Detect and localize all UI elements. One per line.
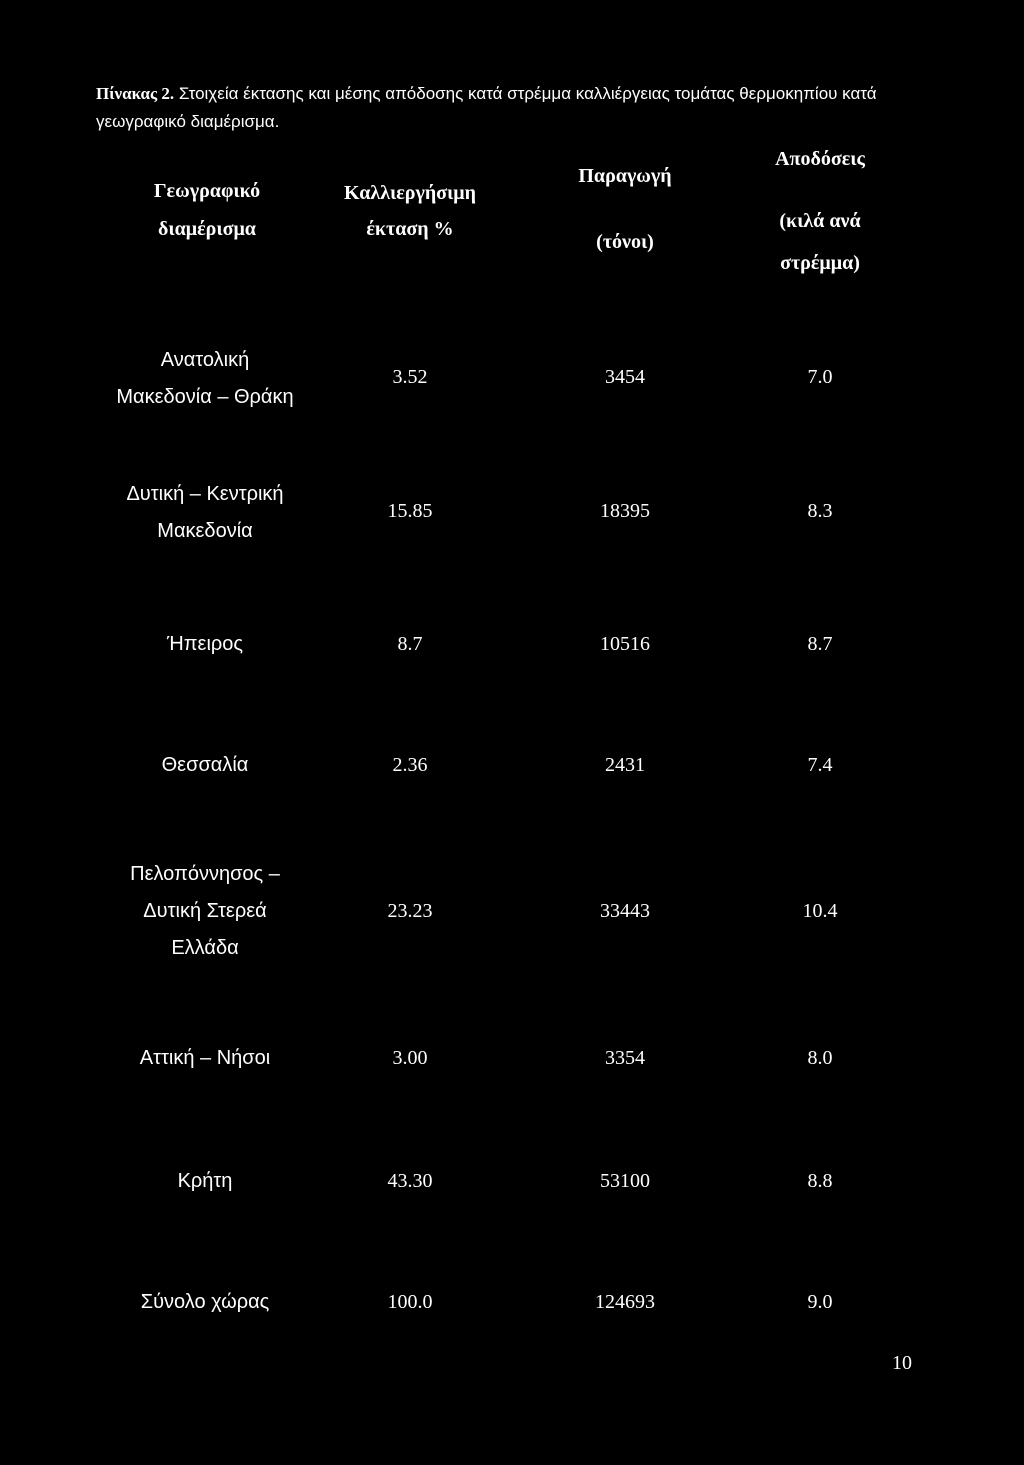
header-region-line: Γεωγραφικό — [153, 180, 261, 202]
table-caption — [96, 80, 926, 136]
table-row — [0, 856, 1024, 971]
cell-region — [95, 1040, 315, 1077]
cell-region-line: Μακεδονία – Θράκη — [116, 386, 294, 408]
cell-region-line: Μακεδονία — [157, 520, 253, 542]
table-row — [0, 1163, 1024, 1203]
cell-production: 2431 — [605, 754, 645, 776]
cell-production: 3354 — [605, 1047, 645, 1069]
cell-region-line: Σύνολο χώρας — [140, 1291, 270, 1313]
cell-region-line: Ελλάδα — [171, 937, 239, 959]
header-yield-line: στρέμμα) — [780, 252, 860, 274]
cell-region-line: Θεσσαλία — [161, 754, 249, 776]
cell-region-line: Πελοπόννησος – — [130, 863, 280, 885]
cell-production: 124693 — [595, 1291, 655, 1313]
cell-yield: 8.0 — [807, 1047, 833, 1069]
header-region-line: διαμέρισμα — [158, 218, 256, 240]
cell-region-line: Ήπειρος — [166, 633, 244, 655]
header-area-line: Καλλιεργήσιμη — [344, 182, 476, 204]
cell-area: 43.30 — [387, 1170, 433, 1192]
table-row — [0, 1040, 1024, 1080]
cell-region — [95, 476, 315, 550]
table-row — [0, 342, 1024, 422]
cell-region — [95, 856, 315, 967]
cell-production: 18395 — [600, 500, 650, 522]
header-yield-line: Αποδόσεις — [775, 148, 865, 170]
table-caption-text: Στοιχεία έκτασης και μέσης απόδοσης κατά στρέμμα καλλιέργειας τομάτας θερμοκηπίου κατά γεωγραφικό διαμέρισμα. — [96, 84, 877, 131]
header-production — [530, 165, 720, 265]
table-caption-label: Πίνακας 2. — [96, 84, 175, 103]
cell-area: 100.0 — [387, 1291, 433, 1313]
header-production-line: (τόνοι) — [596, 231, 654, 253]
table-row — [0, 476, 1024, 556]
cell-area: 15.85 — [387, 500, 433, 522]
cell-region — [95, 1284, 315, 1321]
header-yield — [725, 148, 915, 278]
cell-region — [95, 342, 315, 416]
cell-yield: 9.0 — [807, 1291, 833, 1313]
cell-region — [95, 626, 315, 663]
cell-area: 8.7 — [397, 633, 423, 655]
cell-region — [95, 1163, 315, 1200]
page-number: 10 — [892, 1352, 912, 1374]
cell-yield: 8.7 — [807, 633, 833, 655]
cell-production: 53100 — [600, 1170, 650, 1192]
cell-region-line: Ανατολική — [160, 349, 250, 371]
table-row — [0, 1284, 1024, 1324]
table-row — [0, 747, 1024, 787]
header-production-line: Παραγωγή — [578, 165, 672, 187]
cell-area: 2.36 — [392, 754, 428, 776]
header-area-line: έκταση % — [366, 218, 454, 240]
cell-region — [95, 747, 315, 784]
header-yield-line: (κιλά ανά — [779, 210, 861, 232]
cell-yield: 7.4 — [807, 754, 833, 776]
cell-production: 10516 — [600, 633, 650, 655]
cell-production: 3454 — [605, 366, 645, 388]
cell-region-line: Κρήτη — [177, 1170, 233, 1192]
cell-yield: 10.4 — [802, 900, 838, 922]
cell-area: 3.00 — [392, 1047, 428, 1069]
header-area — [310, 170, 510, 260]
cell-yield: 7.0 — [807, 366, 833, 388]
cell-production: 33443 — [600, 900, 650, 922]
cell-region-line: Δυτική Στερεά — [143, 900, 267, 922]
cell-area: 23.23 — [387, 900, 433, 922]
table-row — [0, 626, 1024, 666]
cell-area: 3.52 — [392, 366, 428, 388]
cell-region-line: Δυτική – Κεντρική — [126, 483, 284, 505]
cell-region-line: Αττική – Νήσοι — [139, 1047, 271, 1069]
header-region — [112, 170, 302, 260]
cell-yield: 8.8 — [807, 1170, 833, 1192]
cell-yield: 8.3 — [807, 500, 833, 522]
